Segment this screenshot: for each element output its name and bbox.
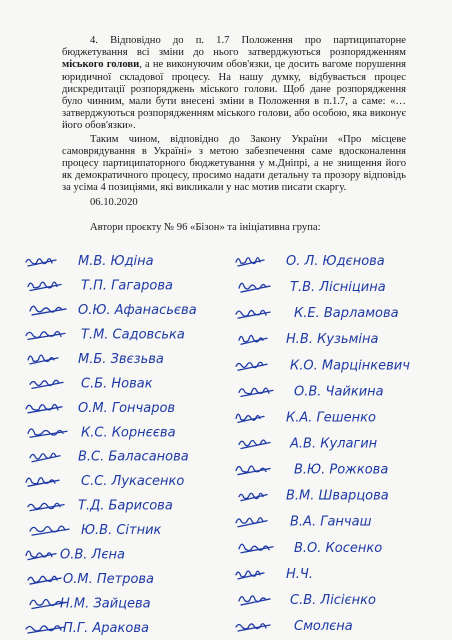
signature-scribble	[239, 493, 267, 500]
signature-scribble	[26, 626, 65, 633]
letter-body	[62, 35, 406, 196]
signature-name: А.В. Кулагин	[290, 436, 378, 452]
signature-scribble	[236, 518, 267, 527]
signature-name: К.С. Корнєєва	[81, 425, 176, 441]
signature-name: Ю.В. Сітник	[81, 523, 162, 539]
signature-name: Н.В. Кузьміна	[286, 332, 379, 348]
signature-name: В.С. Баласанова	[78, 449, 189, 465]
signature-scribble	[239, 388, 273, 396]
signature-scribble	[239, 596, 270, 605]
signature-name: О.В. Лєна	[60, 547, 125, 563]
signature-scribble	[236, 310, 270, 318]
signature-scribble	[28, 576, 61, 584]
signature-scribble	[239, 440, 270, 449]
signature-name: О.М. Петрова	[63, 572, 155, 588]
signature-name: К.О. Марцінкевич	[290, 358, 410, 374]
signature-name: О.В. Чайкина	[294, 384, 384, 400]
signature-name: В.А. Ганчаш	[290, 514, 372, 530]
signature-name: С.Б. Новак	[81, 376, 153, 392]
paragraph-point-4: 4. Відповідно до п. 1.7 Положення про партиципаторне бюджетування всі зміни до нього затверджуються розпорядженням міського голови, а не виконуючим обов'язки, це досить вагоме порушення юридичної складової процесу. На нашу думку, відбувається процес дискредитації розпоряджень міського голови. Щоб дане розпорядження було чинним, мали бути внесені зміни в Положення в п.1.7, а саме: «…затверджуються розпорядженням міського голови, або особою, яка виконує його обов'язки».	[62, 35, 406, 132]
signature-scribble	[26, 478, 59, 487]
authors-heading: Автори проєкту № 96 «Бізон» та ініціативна група:	[90, 222, 321, 233]
signature-name: П.Г. Аракова	[63, 621, 149, 636]
signature-scribble	[28, 429, 67, 437]
signature-name: В.О. Косенко	[294, 540, 383, 556]
signatures-right-column	[236, 254, 410, 634]
signature-scribble	[239, 335, 267, 344]
signature-name: В.М. Шварцова	[286, 488, 389, 504]
signature-scribble	[28, 355, 58, 364]
signature-scribble	[239, 283, 270, 292]
signature-name: М.Б. Звєзьва	[78, 351, 164, 367]
signature-scribble	[236, 466, 270, 475]
signature-scribble	[30, 453, 60, 462]
signature-name: К.Е. Варламова	[294, 306, 399, 322]
signature-name: Н.Ч.	[286, 566, 313, 582]
signature-scribble	[239, 544, 273, 553]
signature-scribble	[236, 624, 270, 631]
paragraph-conclusion: Таким чином, відповідно до Закону України «Про місцеве самоврядування в Україні» з метою забезпечення саме вдосконалення процесу партиципаторного бюджетування у м.Дніпрі, а не знищення його як демократичного процесу, просимо надати детальну та прозору відповідь за усіма 4 позиціями, які викликали у нас мотив писати скаргу.	[62, 133, 406, 194]
signature-name: О.Ю. Афанасьєва	[78, 302, 197, 318]
signature-name: Т.Д. Барисова	[78, 498, 173, 514]
emphasized-phrase: міського голови	[62, 59, 140, 71]
signature-name: Т.М. Садовська	[81, 327, 185, 343]
signature-name: М.В. Юдіна	[78, 254, 154, 269]
signature-scribble	[28, 503, 64, 510]
signature-scribble	[26, 332, 65, 340]
signature-name: С.С. Лукасенко	[81, 474, 185, 490]
signature-name: О. Л. Юдєнова	[286, 254, 385, 269]
signature-name: С.В. Лісієнко	[290, 592, 376, 608]
signature-scribble	[30, 380, 63, 388]
signature-name: К.А. Гешенко	[286, 410, 376, 426]
signature-scribble	[26, 551, 56, 560]
signature-scribble	[236, 258, 264, 266]
signature-scribble	[236, 362, 267, 370]
signature-name: Т.В. Лісніцина	[290, 280, 386, 296]
signature-name: Н.М. Зайцева	[60, 596, 151, 612]
signature-name: О.М. Гончаров	[78, 400, 176, 416]
signature-name: В.Ю. Рожкова	[294, 462, 389, 478]
signature-scribble	[236, 571, 264, 579]
signature-scribble	[26, 405, 62, 413]
document-date: 06.10.2020	[90, 197, 138, 208]
signature-scribble	[30, 526, 69, 535]
signature-scribble	[26, 259, 56, 266]
signatures-left-column	[26, 254, 197, 636]
signature-scribble	[30, 600, 66, 609]
signature-scribble	[236, 414, 264, 422]
signature-scribble	[30, 306, 66, 315]
signature-scribble	[28, 282, 61, 290]
signature-name: Смолєна	[294, 619, 353, 634]
signature-name: Т.П. Гагарова	[81, 278, 173, 294]
